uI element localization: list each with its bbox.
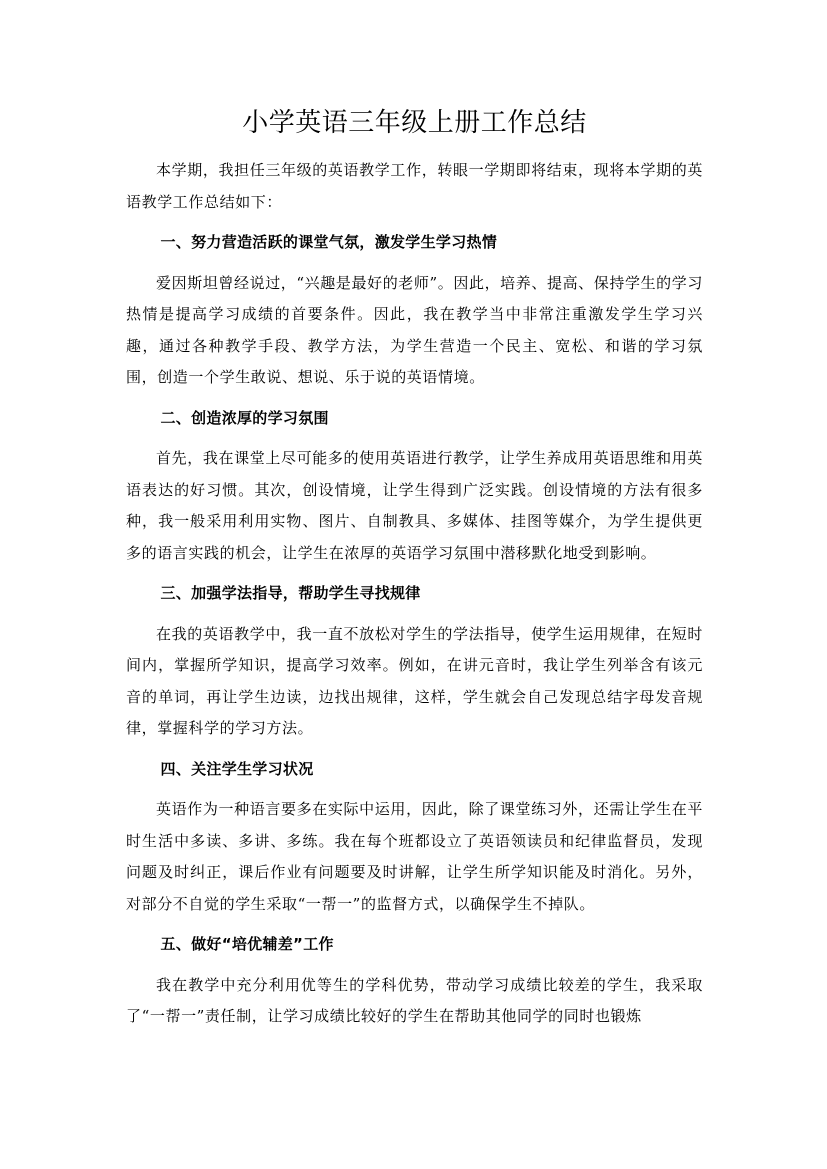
section-2-body: 首先，我在课堂上尽可能多的使用英语进行教学，让学生养成用英语思维和用英语表达的好习惯。其次，创设情境，让学生得到广泛实践。创设情境的方法有很多种，我一般采用利用实物、图片、自制教具、多媒体、挂图等媒介，为学生提供更多的语言实践的机会，让学生在浓厚的英语学习氛围中潜移默化地受到影响。 [126,449,703,562]
intro-paragraph: 本学期，我担任三年级的英语教学工作，转眼一学期即将结束，现将本学期的英语教学工作总结如下： [126,161,703,211]
section-4-heading: 四、关注学生学习状况 [160,759,314,778]
section-5-heading: 五、做好“培优辅差”工作 [160,935,334,953]
section-4-body: 英语作为一种语言要多在实际中运用，因此，除了课堂练习外，还需让学生在平时生活中多读、多讲、多练。我在每个班都设立了英语领读员和纪律监督员，发现问题及时纠正，课后作业有问题要及时讲解，让学生所学知识能及时消化。另外，对部分不自觉的学生采取“一帮一”的监督方式，以确保学生不掉队。 [126,800,703,913]
section-3-heading: 三、加强学法指导，帮助学生寻找规律 [160,584,421,602]
section-5-body: 我在教学中充分利用优等生的学科优势，带动学习成绩比较差的学生，我采取了“一帮一”责任制，让学习成绩比较好的学生在帮助其他同学的同时也锻炼 [126,975,703,1025]
section-2-heading: 二、创造浓厚的学习氛围 [160,408,329,427]
section-1-heading: 一、努力营造活跃的课堂气氛，激发学生学习热情 [160,233,498,251]
section-1-body: 爱因斯坦曾经说过，“兴趣是最好的老师”。因此，培养、提高、保持学生的学习热情是提高学习成绩的首要条件。因此，我在教学当中非常注重激发学生学习兴趣，通过各种教学手段、教学方法，为学生营造一个民主、宽松、和谐的学习氛围，创造一个学生敢说、想说、乐于说的英语情境。 [126,273,703,386]
document-title: 小学英语三年级上册工作总结 [242,108,587,138]
section-3-body: 在我的英语教学中，我一直不放松对学生的学法指导，使学生运用规律，在短时间内，掌握所学知识，提高学习效率。例如，在讲元音时，我让学生列举含有该元音的单词，再让学生边读，边找出规律，这样，学生就会自己发现总结字母发音规律，掌握科学的学习方法。 [126,624,703,737]
